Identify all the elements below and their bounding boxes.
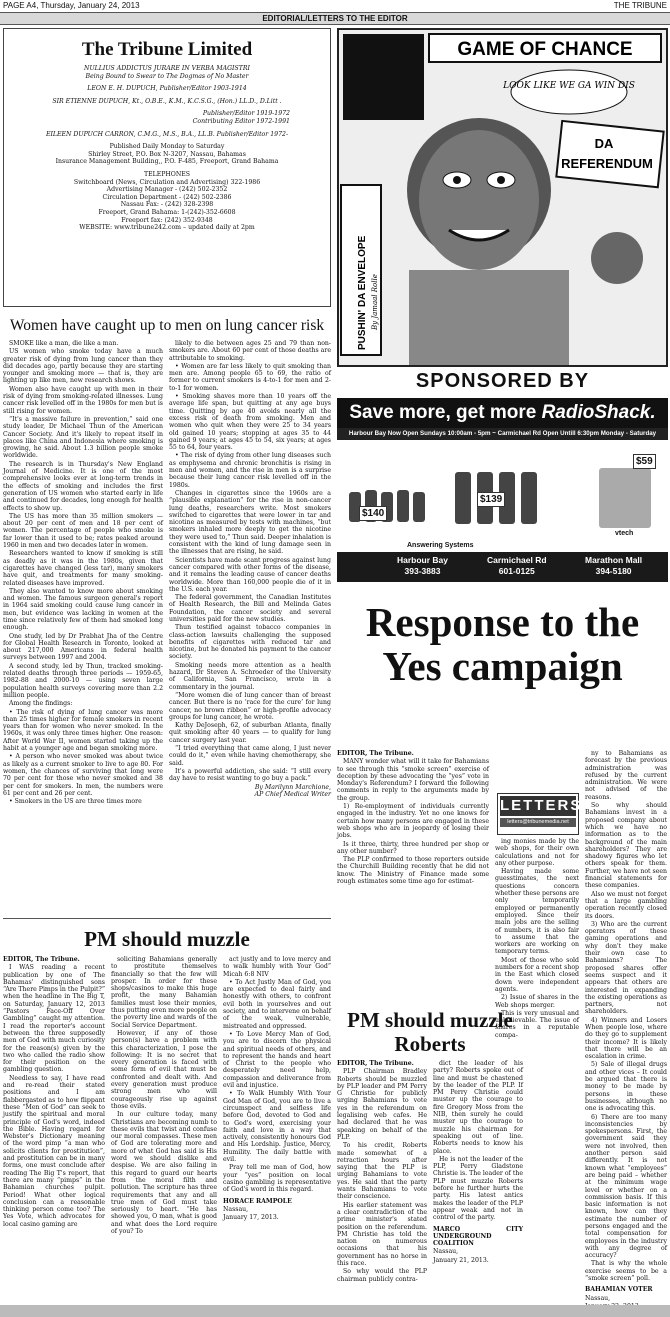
pm1-col1: EDITOR, The Tribune. I WAS reading a recent publication by one of The Bahamas' distinguished sons “Are There Pimps in the Pulpit?” when the headline in The Big T, on Saturday, January 12, 2013 “Pastors Face-Off Over Gambling” caught my attention. I read the reporter's account between the three supposedly men of God with much curiosity for the reason(s) given by the two who called the radio show for their position on the gambling question. Needless to say, I have read and re-read their stated positions and I am flabbergasted as to how flippant these “Men of God” can seek to justify the spiritual and moral principle of God's word, indeed the Bible. Having regard for Webster's Dictionary meaning of the word pimp “a man who solicits clients for prostitution”, and prostitution can be in many forms, one must conclude after reading The Big T's report, that there are many “pimps” in the Bahamian churches pulpit. Period! What other logical conclusion can a reasonable thinking person come too? The Yes Vote, which advocates for local casino gaming are: [3, 956, 105, 1228]
page-number: PAGE A4, Thursday, January 24, 2013: [3, 1, 140, 10]
store-harbour-bay[interactable]: Harbour Bay 393-3883: [397, 555, 449, 576]
editorial-credit: By Marilynn Marchione, AP Chief Medical Writer: [254, 783, 331, 798]
editorial-cartoon: [337, 28, 668, 367]
page-footer-bar: [0, 1305, 670, 1317]
section-title: EDITORIAL/LETTERS TO THE EDITOR: [0, 12, 670, 25]
masthead-founder: LEON E. H. DUPUCH, Publisher/Editor 1903-1914: [87, 85, 247, 93]
masthead-eileen: EILEEN DUPUCH CARRON, C.M.G., M.S., B.A., LL.B. Publisher/Editor 1972-: [45, 130, 289, 138]
response-signature: BAHAMIAN VOTER: [585, 1286, 653, 1294]
cartoon-sign-line1: DA: [594, 136, 614, 151]
cartoon-title: GAME OF CHANCE: [457, 39, 633, 60]
price-tag-1: $140: [359, 506, 387, 521]
phone-icon: [599, 468, 651, 528]
paper-name: THE TRIBUNE: [613, 1, 667, 10]
masthead-motto: NULLIUS ADDICTUS JURARE IN VERBA MAGISTRI Being Bound to Swear to The Dogmas of No Master: [84, 65, 250, 80]
ad-brand: RadioShack.: [541, 402, 656, 423]
pm1-byline: EDITOR, The Tribune.: [3, 956, 80, 963]
store-carmichael[interactable]: Carmichael Rd 601-0125: [487, 555, 547, 576]
ad-banner: Save more, get more RadioShack.: [337, 398, 668, 428]
cartoon-envelope-label: PUSHIN' DA ENVELOPE: [357, 235, 368, 350]
cartoon-artist: By Jamaal Rolle: [371, 274, 379, 330]
response-col3: ny to Bahamians as forecast by the previous administration was refused by the current administration. We were not advised of the reasons. So why should Bahamians invest in a proposed company about which we have no information as to the background of the main shareholders? They are shadowy figures who let others speak for them. Further, we have not seen financial statements for these companies. Also we must not forget that a large gambling operation recently closed its doors. 3) Who are the current operators of these gaming operations and why don't they make their own case to Bahamians? The proposed shares offer seems suspect and it appears that others are interested in expanding the existing operations as partners, not shareholders. 4) Winners and Losers When people lose, where do they go to supplement their income? It is likely that there will be an escalation in crime. 5) Sale of illegal drugs and other vices – It could be argued that there is money to be made by persons in these businesses, although no one is advocating this. 6) There are too many inconsistencies by spokespersons. First, the government said they were not involved, then another person said differently. It is not known what “employees” are being paid – whether at the minimum wage level or whether on a commission basis. If this basic information is not known, how can they estimate the number of persons engaged and the total compensation for employees in the industry with any degree of accuracy? That is why the whole exercise seems to be a “smoke screen” poll. BAHAMIAN VOTER Nassau,: [585, 750, 667, 1302]
phone-icon: [455, 472, 471, 524]
phone-icon: [413, 492, 425, 522]
pm2-byline: EDITOR, The Tribune.: [337, 1060, 414, 1067]
masthead-website[interactable]: WEBSITE: www.tribune242.com – updated daily at 2pm: [79, 224, 255, 232]
divider: [3, 918, 331, 919]
response-headline: Response to the Yes campaign: [365, 599, 640, 689]
masthead-name: The Tribune Limited: [81, 39, 253, 60]
pm-muzzle-headline: PM should muzzle: [84, 927, 250, 951]
letters-email[interactable]: letters@tribunemedia.net: [500, 818, 576, 827]
pm2-signature: MARCO CITY UNDERGROUND COALITION: [433, 1225, 523, 1248]
pm1-col3: act justly and to love mercy and to walk humbly with Your God” Micah 6:8 NIV • To Act Justly Man of God, you are expected to deal fairly and honestly with others, to confront evil both in yourselves and out society, and to intervene on behalf of the weak, vulnerable, mistreated and oppressed. • To Love Mercy Man of God, you are to discern the physical and spiritual needs of others, and to represent the hands and heart of Christ to the people who desperately need help, compassion and deliverance from evil and injustice. • To Walk Humbly With Your God Man of God, you are to live a circumspect and selfless life before God, devoted to God and to God's word, exercising your faith and love in a way that actively, consistently honours God and His Lordship. Justice, Mercy, Humility. The daily battle with evil. Pray tell me man of God, how your “yes” position on local casino gambling is representative of God's word in this regard. HORACE RAMPOLE Nassau, January 17, 2013.: [223, 956, 331, 1222]
answering-label: Answering Systems: [407, 542, 474, 549]
pm-muzzle-roberts-headline: PM should muzzle Roberts: [347, 1008, 513, 1056]
price-tag-3: $59: [633, 454, 656, 469]
masthead-etienne-roles: Publisher/Editor 1919-1972 Contributing Editor 1972-1991: [192, 110, 290, 125]
masthead-etienne: SIR ETIENNE DUPUCH, Kt., O.B.E., K.M., K.C.S.G., (Hon.) LL.D., D.Litt .: [52, 97, 282, 105]
ad-hours: Harbour Bay Now Open Sundays 10:00am - 5pm ~ Carmichael Rd Open Untill 6:30pm Monday - Saturday: [337, 428, 668, 440]
editorial-col2: likely to die between ages 25 and 79 than non-smokers are. About 60 per cent of those deaths are attributable to smoking. • Women are far less likely to quit smoking than men are. Among people 65 to 69, the ratio of former to current smokers is 4-to-1 for men and 2-to-1 for women. • Smoking shaves more than 10 years off the average life span, but quitting at any age buys time. Quitting by age 40 avoids nearly all the excess risk of death from smoking. Men and women who quit when they were 25 to 34 years old gained 10 years; stopping at ages 35 to 44 gained 9 years; at ages 45 to 54, six years; at ages 55 to 64, four years. • The risk of dying from other lung diseases such as emphysema and chronic bronchitis is rising in men and women, and the rise in men is a surprise because their lung cancer risk levelled off in the 1980s. Changes in cigarettes since the 1960s are a “plausible explanation” for the rise in non-cancer lung deaths, researchers write. Most smokers switched to cigarettes that were lower in tar and nicotine as measured by tests with machines, “but smokers inhaled more deeply to get the nicotine they were used to,” Thun said. Deeper inhalation is consistent with the kind of lung damage seen in the illnesses that are rising, he said. Scientists have made scant progress against lung cancer compared with other forms of the disease, and it remains the leading cause of cancer deaths worldwide. More than 160,000 people die of it in the U.S. each year. The federal government, the Canadian Institutes of Health Research, the Bill and Melinda Gates Foundation, the cancer society and several universities paid for the new studies. Thun testified against tobacco companies in class-action lawsuits challenging the supposed benefits of cigarettes with reduced tar and nicotine, but he donated his payment to the cancer society. Smoking needs more attention as a health hazard, Dr Steven A. Schroeder of the University of California, San Francisco, wrote in a commentary in the journal. “More women die of lung cancer than of breast cancer. But there is no ‘race for the cure’ for lung cancer, no brown ribbon” or high-profile advocacy groups for lung cancer, he wrote. Kathy DeJoseph, 62, of suburban Atlanta, finally quit smoking after 40 years — to qualify for lung cancer surgery last year. “I tried everything that came along, I just never could do it,” even while having chemotherapy, she said. It's a powerful addiction, she said: “I still every day have to resist wanting to go buy a pack.” By Marilynn Marchione, AP Chief Medical Writer: [169, 340, 331, 798]
letters-logo: [497, 793, 583, 835]
cartoon-bubble: LOOK LIKE WE GA WIN DIS: [503, 81, 635, 91]
cartoon-sign-line2: REFERENDUM: [561, 156, 653, 171]
pm2-col2: dict the leader of his party? Roberts spoke out of line and must be chastened by the leader of the PLP. If PM Perry Christie could muster up the courage to fire Gregory Moss from the NIB, then surely he could muster up the courage to muzzle his chairman for speaking out of line. Roberts needs to know his place. He is not the leader of the PLP, Perry Gladstone Christie is. The leader of the PLP must muzzle Roberts before he further hurts the party. His latest antics makes the leader of the PLP appear weak and not in control of the party. MARCO CITY UNDERGROUND COALITION Nassau, January 21, 2013.: [433, 1060, 523, 1264]
store-list: [337, 552, 668, 582]
response-col2: ing monies made by the web shops, for their own calculations and not for any other purpose. Having made some guesstimates, the next questions concern whether these persons are only temporarily employed or permanently employed. Since their main jobs are the selling of numbers, it is also fair to assume that the workers are working on temporary terms. Most of those who sold numbers for a recent shop in the East which closed down were independent agents. 2) Issue of shares in the Web shops merger. This is very unusual and unbelievable. The issue of shares in a reputable compa-: [495, 838, 579, 1039]
sponsored-label: SPONSORED BY: [415, 370, 590, 392]
page-header: [0, 0, 670, 11]
masthead-telephones: TELEPHONES Switchboard (News, Circulation and Advertising) 322-1986 Advertising Manager - (242) 502-2352 Circulation Department - (242) 502-2386 Nassau Fax: - (242) 328-2398 Freeport, Grand Bahama: 1-(242)-352-6608 Freeport fax: (242) 352-9348 WEBSITE: www.tribune242.com – updated daily at 2pm: [73, 170, 261, 232]
pm2-col1: EDITOR, The Tribune. PLP Chairman Bradley Roberts should be muzzled by PLP leader and PM Perry G Christie for publicly urging Bahamians to vote yes in the referendum on legalising web cafes. He had declared that he was speaking on behalf of the PLP. To his credit, Roberts made somewhat of a retraction hours after saying that the PLP is urging Bahamians to vote yes. He said that the party wants Bahamians to vote their conscience. His earlier statement was a clear contradiction of the prime minister's stated position on the referendum. PM Christie has told the nation on numerous occasions that his government has no horse in this race. So why would the PLP chairman publicly contra-: [337, 1060, 427, 1283]
pm1-col2: soliciting Bahamians generally to prostitute themselves financially so that the few will prosper. In order for these shops/casinos to make this huge profit, the many Bahamian families must lose their monies, thus putting even more people on the poverty line and wards of the Social Service Department. However, if any of those person(s) have a problem with this characterization, I pose the following: It is no secret that every generation is faced with some form of evil that must be confronted and dealt with. And every generation must produce strong men who will courageously rise up against those evils. In our culture today, many Christians are becoming numb to these evils that twist and confuse our moral compasses. These men of God are tolerating more and more of what God has said is His word we should dislike and despise. We are also failing in this regard to guard our hearts from the moral filth and pollution. The scripture has three requirements that any and all true men of God must take seriously to heart. “He has showed you, O man, what is good and what does the Lord require of you? To: [111, 956, 217, 1235]
pm1-signature: HORACE RAMPOLE: [223, 1197, 292, 1205]
editorial-headline: Women have caught up to men on lung cancer risk: [9, 317, 325, 334]
phone-icon: [397, 490, 409, 522]
masthead-box: [3, 28, 331, 307]
radioshack-ad[interactable]: [337, 398, 668, 582]
store-marathon[interactable]: Marathon Mall 394-5180: [585, 555, 643, 576]
masthead-published: Published Daily Monday to Saturday Shirley Street, P.O. Box N-3207, Nassau, Bahamas Insurance Management Building,, P.O. F-485, Freeport, Grand Bahama: [55, 143, 279, 166]
response-col1: EDITOR, The Tribune. MANY wonder what will it take for Bahamians to see through this “smoke screen” exercise of deception by these advocating the “yes” vote in Monday's Referendum? I forward the following comments in reply to the arguments made by the group. 1) Re-employment of individuals currently engaged in the industry. Yet no one knows for certain how many persons are engaged in these web shops who are in jeopardy of losing their jobs. Is it three, thirty, three hundred per shop or any other number? The PLP confirmed to those reporters outside the Churchill Building recently that he did not know. The Ministry of Finance made some rough estimates some time ago for estimat-: [337, 750, 489, 886]
phone-icon: [521, 472, 537, 524]
cartoon-illustration: [339, 30, 666, 365]
editorial-col1: SMOKE like a man, die like a man. US women who smoke today have a much greater risk of dying from lung cancer than they did decades ago, partly because they are starting younger and smoking more — that is, they are lighting up like men, new research shows. Women also have caught up with men in their risk of dying from smoking-related illnesses. Lung cancer risk levelled off in the 1980s for men but is still rising for women. “It's a massive failure in prevention,” said one study leader, Dr Michael Thun of the American Cancer Society. And it's likely to repeat itself in places like China and Indonesia where smoking is growing, he said. About 1.3 billion people smoke worldwide. The research is in Thursday's New England Journal of Medicine. It is one of the most comprehensive looks ever at long-term trends in the effects of smoking and includes the first generation of US women who started early in life and continued for decades, long enough for health effects to show up. The US has more than 35 million smokers — about 20 per cent of men and 18 per cent of women. The percentage of people who smoke is far lower than it used to be; rates peaked around 1960 in men and two decades later in women. Researchers wanted to know if smoking is still as deadly as it was in the 1980s, given that cigarettes have changed (less tar), many smokers have quit, and treatments for many smoking-related diseases have improved. They also wanted to know more about smoking and women. The famous surgeon general's report in 1964 said smoking could cause lung cancer in men, but evidence was lacking in women at the time since relatively few of them had smoked long enough. One study, led by Dr Prabhat Jha of the Centre for Global Health Research in Toronto, looked at about 217,000 Americans in federal health surveys between 1997 and 2004. A second study, led by Thun, tracked smoking-related deaths through three periods — 1959-65, 1982-88 and 2000-10 — using seven large population health surveys covering more than 2.2 million people. Among the findings: • The risk of dying of lung cancer was more than 25 times higher for female smokers in recent years than for women who never smoked. In the 1960s, it was only three times higher. One reason: After World War II, women started taking up the habit at a younger age and began smoking more. • A person who never smoked was about twice as likely as a current smoker to live to age 80. For women, the chances of surviving that long were 70 per cent for those who never smoked and 38 per cent for smokers. In men, the numbers were 61 per cent and 26 per cent. • Smokers in the US are three times more: [3, 340, 163, 806]
price-tag-2: $139: [477, 492, 505, 507]
letters-title: LETTERS: [500, 797, 583, 814]
response-byline: EDITOR, The Tribune.: [337, 750, 414, 757]
vtech-logo: vtech: [615, 530, 634, 537]
